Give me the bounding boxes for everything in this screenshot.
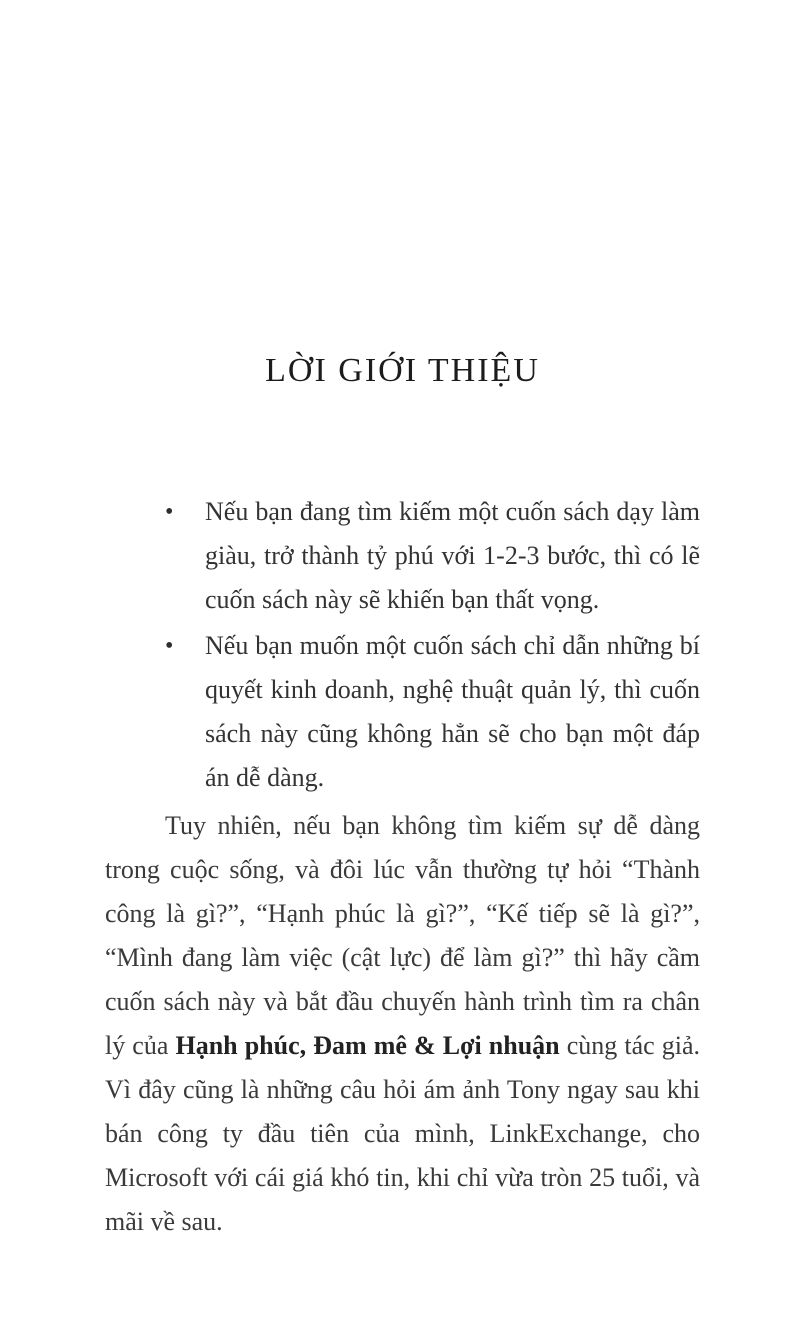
- scan-edge-fade: [0, 0, 90, 1331]
- bullet-text: Nếu bạn muốn một cuốn sách chỉ dẫn những bí quyết kinh doanh, nghệ thuật quản lý, thì cuốn sách này cũng không hẳn sẽ cho bạn một đáp án dễ dàng.: [205, 631, 700, 792]
- intro-paragraph: [105, 804, 700, 1244]
- list-item: [165, 624, 700, 800]
- paragraph-bold-phrase: Hạnh phúc, Đam mê & Lợi nhuận: [175, 1031, 560, 1060]
- bullet-icon: •: [165, 499, 174, 525]
- bullet-icon: •: [165, 633, 174, 659]
- paragraph-text-before-bold: Tuy nhiên, nếu bạn không tìm kiếm sự dễ dàng trong cuộc sống, và đôi lúc vẫn thường tự hỏi “Thành công là gì?”, “Hạnh phúc là gì?”, “Kế tiếp sẽ là gì?”, “Mình đang làm việc (cật lực) để làm gì?” thì hãy cầm cuốn sách này và bắt đầu chuyến hành trình tìm ra chân lý của: [105, 811, 700, 1060]
- paragraph-text-after-bold: cùng tác giả. Vì đây cũng là những câu hỏi ám ảnh Tony ngay sau khi bán công ty đầu tiên của mình, LinkExchange, cho Microsoft với cái giá khó tin, khi chỉ vừa tròn 25 tuổi, và mãi về sau.: [105, 1031, 701, 1236]
- page-title: LỜI GIỚI THIỆU: [265, 352, 540, 389]
- bullet-text: Nếu bạn đang tìm kiếm một cuốn sách dạy làm giàu, trở thành tỷ phú với 1-2-3 bước, thì có lẽ cuốn sách này sẽ khiến bạn thất vọng.: [205, 497, 700, 614]
- list-item: [165, 490, 700, 622]
- bullet-list: [165, 490, 700, 800]
